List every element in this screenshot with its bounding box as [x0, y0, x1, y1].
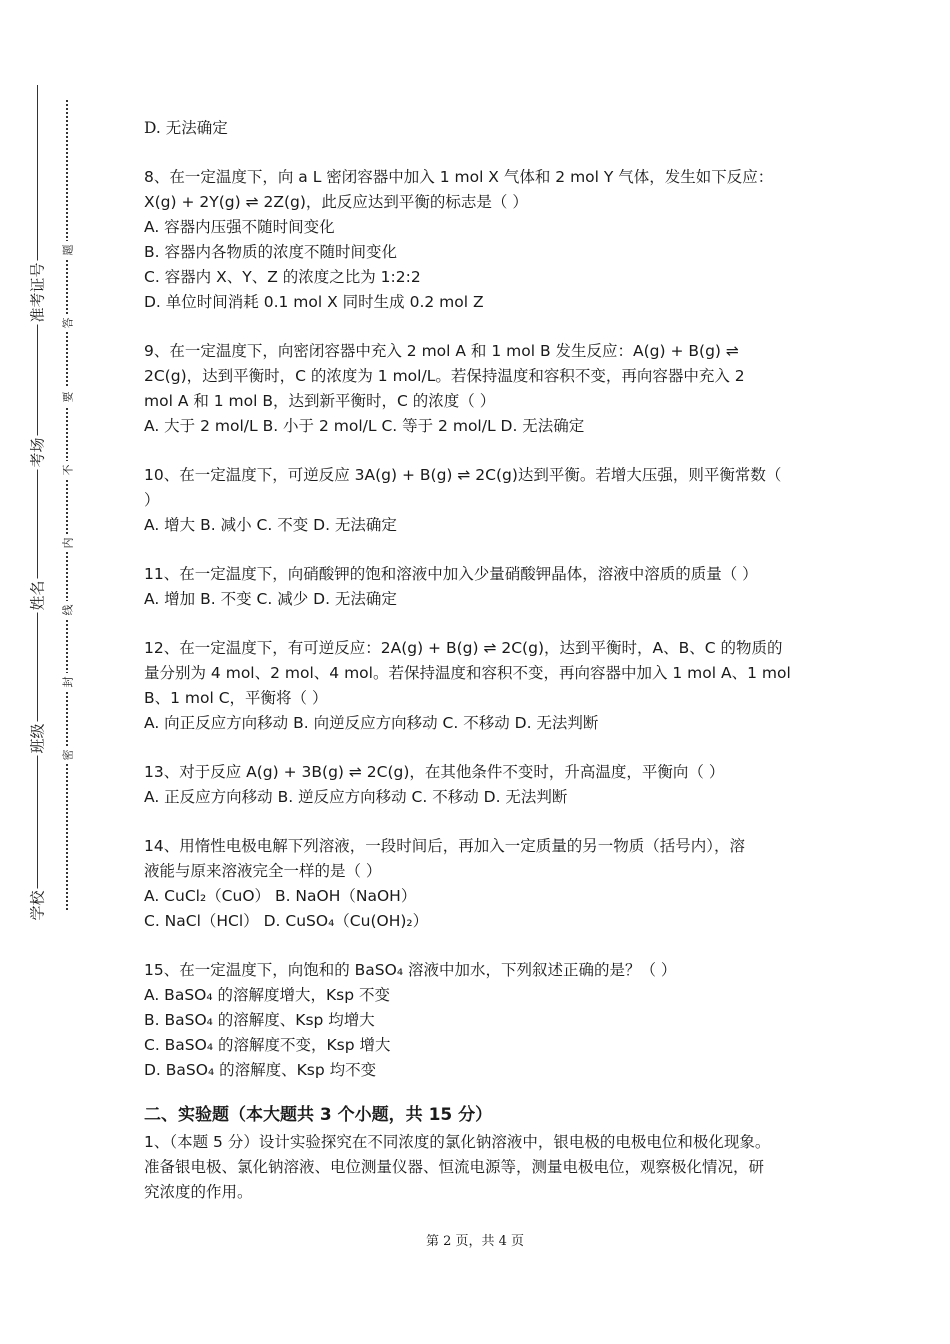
label-name: 姓名: [28, 579, 47, 611]
question-7-tail: [144, 116, 814, 141]
label-exam-room: 考场: [28, 436, 47, 468]
option-a: A. BaSO₄ 的溶解度增大，Ksp 不变: [144, 986, 391, 1004]
question-11: [144, 562, 814, 612]
question-stem: 10、在一定温度下，可逆反应 3A(g) + B(g) ⇌ 2C(g)达到平衡。若增大压强，则平衡常数（: [144, 466, 782, 484]
experiment-text: 究浓度的作用。: [144, 1183, 253, 1201]
experiment-text: 1、（本题 5 分）设计实验探究在不同浓度的氯化钠溶液中，银电极的电极电位和极化现象。: [144, 1133, 771, 1151]
seal-char: 答: [58, 314, 76, 332]
option-d: D. 无法确定: [144, 119, 228, 137]
option-c: C. 容器内 X、Y、Z 的浓度之比为 1:2:2: [144, 268, 421, 286]
question-14: [144, 834, 814, 934]
options: A. 正反应方向移动 B. 逆反应方向移动 C. 不移动 D. 无法判断: [144, 788, 568, 806]
question-stem: 12、在一定温度下，有可逆反应：2A(g) + B(g) ⇌ 2C(g)，达到平衡时，A、B、C 的物质的: [144, 639, 783, 657]
question-stem: 11、在一定温度下，向硝酸钾的饱和溶液中加入少量硝酸钾晶体，溶液中溶质的质量（ ）: [144, 565, 758, 583]
label-exam-number: 准考证号: [28, 261, 47, 323]
question-stem: 液能与原来溶液完全一样的是（ ）: [144, 862, 382, 880]
question-10: [144, 463, 814, 538]
seal-char: 密: [58, 746, 76, 764]
question-stem: mol A 和 1 mol B，达到新平衡时，C 的浓度（ ）: [144, 392, 496, 410]
seal-char: 封: [58, 673, 76, 691]
option-b: B. BaSO₄ 的溶解度、Ksp 均增大: [144, 1011, 375, 1029]
option-c: C. BaSO₄ 的溶解度不变，Ksp 增大: [144, 1036, 391, 1054]
question-stem: 13、对于反应 A(g) + 3B(g) ⇌ 2C(g)，在其他条件不变时，升高温度，平衡向（ ）: [144, 763, 725, 781]
options-cd: C. NaCl（HCl） D. CuSO₄（Cu(OH)₂）: [144, 912, 429, 930]
page-number: 第 2 页，共 4 页: [425, 1234, 525, 1249]
question-13: [144, 760, 814, 810]
question-stem: 9、在一定温度下，向密闭容器中充入 2 mol A 和 1 mol B 发生反应：A(g) + B(g) ⇌: [144, 342, 739, 360]
options: A. 增加 B. 不变 C. 减少 D. 无法确定: [144, 590, 397, 608]
option-d: D. BaSO₄ 的溶解度、Ksp 均不变: [144, 1061, 377, 1079]
option-a: A. 容器内压强不随时间变化: [144, 218, 335, 236]
question-12: [144, 636, 814, 736]
question-stem: X(g) + 2Y(g) ⇌ 2Z(g)，此反应达到平衡的标志是（ ）: [144, 193, 528, 211]
options-ab: A. CuCl₂（CuO） B. NaOH（NaOH）: [144, 887, 417, 905]
label-class: 班级: [28, 722, 47, 754]
question-stem: ）: [144, 491, 160, 509]
binding-margin: [0, 0, 110, 1344]
binding-solid-line: [37, 85, 38, 915]
option-d: D. 单位时间消耗 0.1 mol X 同时生成 0.2 mol Z: [144, 293, 484, 311]
seal-char: 题: [58, 241, 76, 259]
question-15: [144, 958, 814, 1083]
question-stem: 量分别为 4 mol、2 mol、4 mol。若保持温度和容积不变，再向容器中加入 1 mol A、1 mol: [144, 664, 791, 682]
question-8: [144, 165, 814, 315]
question-stem: 2C(g)，达到平衡时，C 的浓度为 1 mol/L。若保持温度和容积不变，再向容器中充入 2: [144, 367, 745, 385]
question-9: [144, 339, 814, 439]
seal-char: 内: [58, 534, 76, 552]
seal-char: 不: [58, 461, 76, 479]
seal-char: 要: [58, 388, 76, 406]
question-stem: 14、用惰性电极电解下列溶液，一段时间后，再加入一定质量的另一物质（括号内），溶: [144, 837, 745, 855]
question-stem: B、1 mol C，平衡将（ ）: [144, 689, 328, 707]
seal-char: 线: [58, 601, 76, 619]
options: A. 增大 B. 减小 C. 不变 D. 无法确定: [144, 516, 397, 534]
option-b: B. 容器内各物质的浓度不随时间变化: [144, 243, 397, 261]
question-stem: 15、在一定温度下，向饱和的 BaSO₄ 溶液中加水，下列叙述正确的是？（ ）: [144, 961, 677, 979]
label-school: 学校: [28, 889, 47, 921]
section-2-title: 二、实验题（本大题共 3 个小题，共 15 分）: [144, 1105, 493, 1125]
experiment-text: 准备银电极、氯化钠溶液、电位测量仪器、恒流电源等，测量电极电位，观察极化情况，研: [144, 1158, 765, 1176]
question-stem: 8、在一定温度下，向 a L 密闭容器中加入 1 mol X 气体和 2 mol Y 气体，发生如下反应：: [144, 168, 774, 186]
experiment-question-1: [144, 1130, 814, 1205]
options: A. 向正反应方向移动 B. 向逆反应方向移动 C. 不移动 D. 无法判断: [144, 714, 599, 732]
page-content: [144, 116, 814, 1205]
options: A. 大于 2 mol/L B. 小于 2 mol/L C. 等于 2 mol/L D. 无法确定: [144, 417, 585, 435]
seal-dotted-line: [66, 100, 68, 910]
